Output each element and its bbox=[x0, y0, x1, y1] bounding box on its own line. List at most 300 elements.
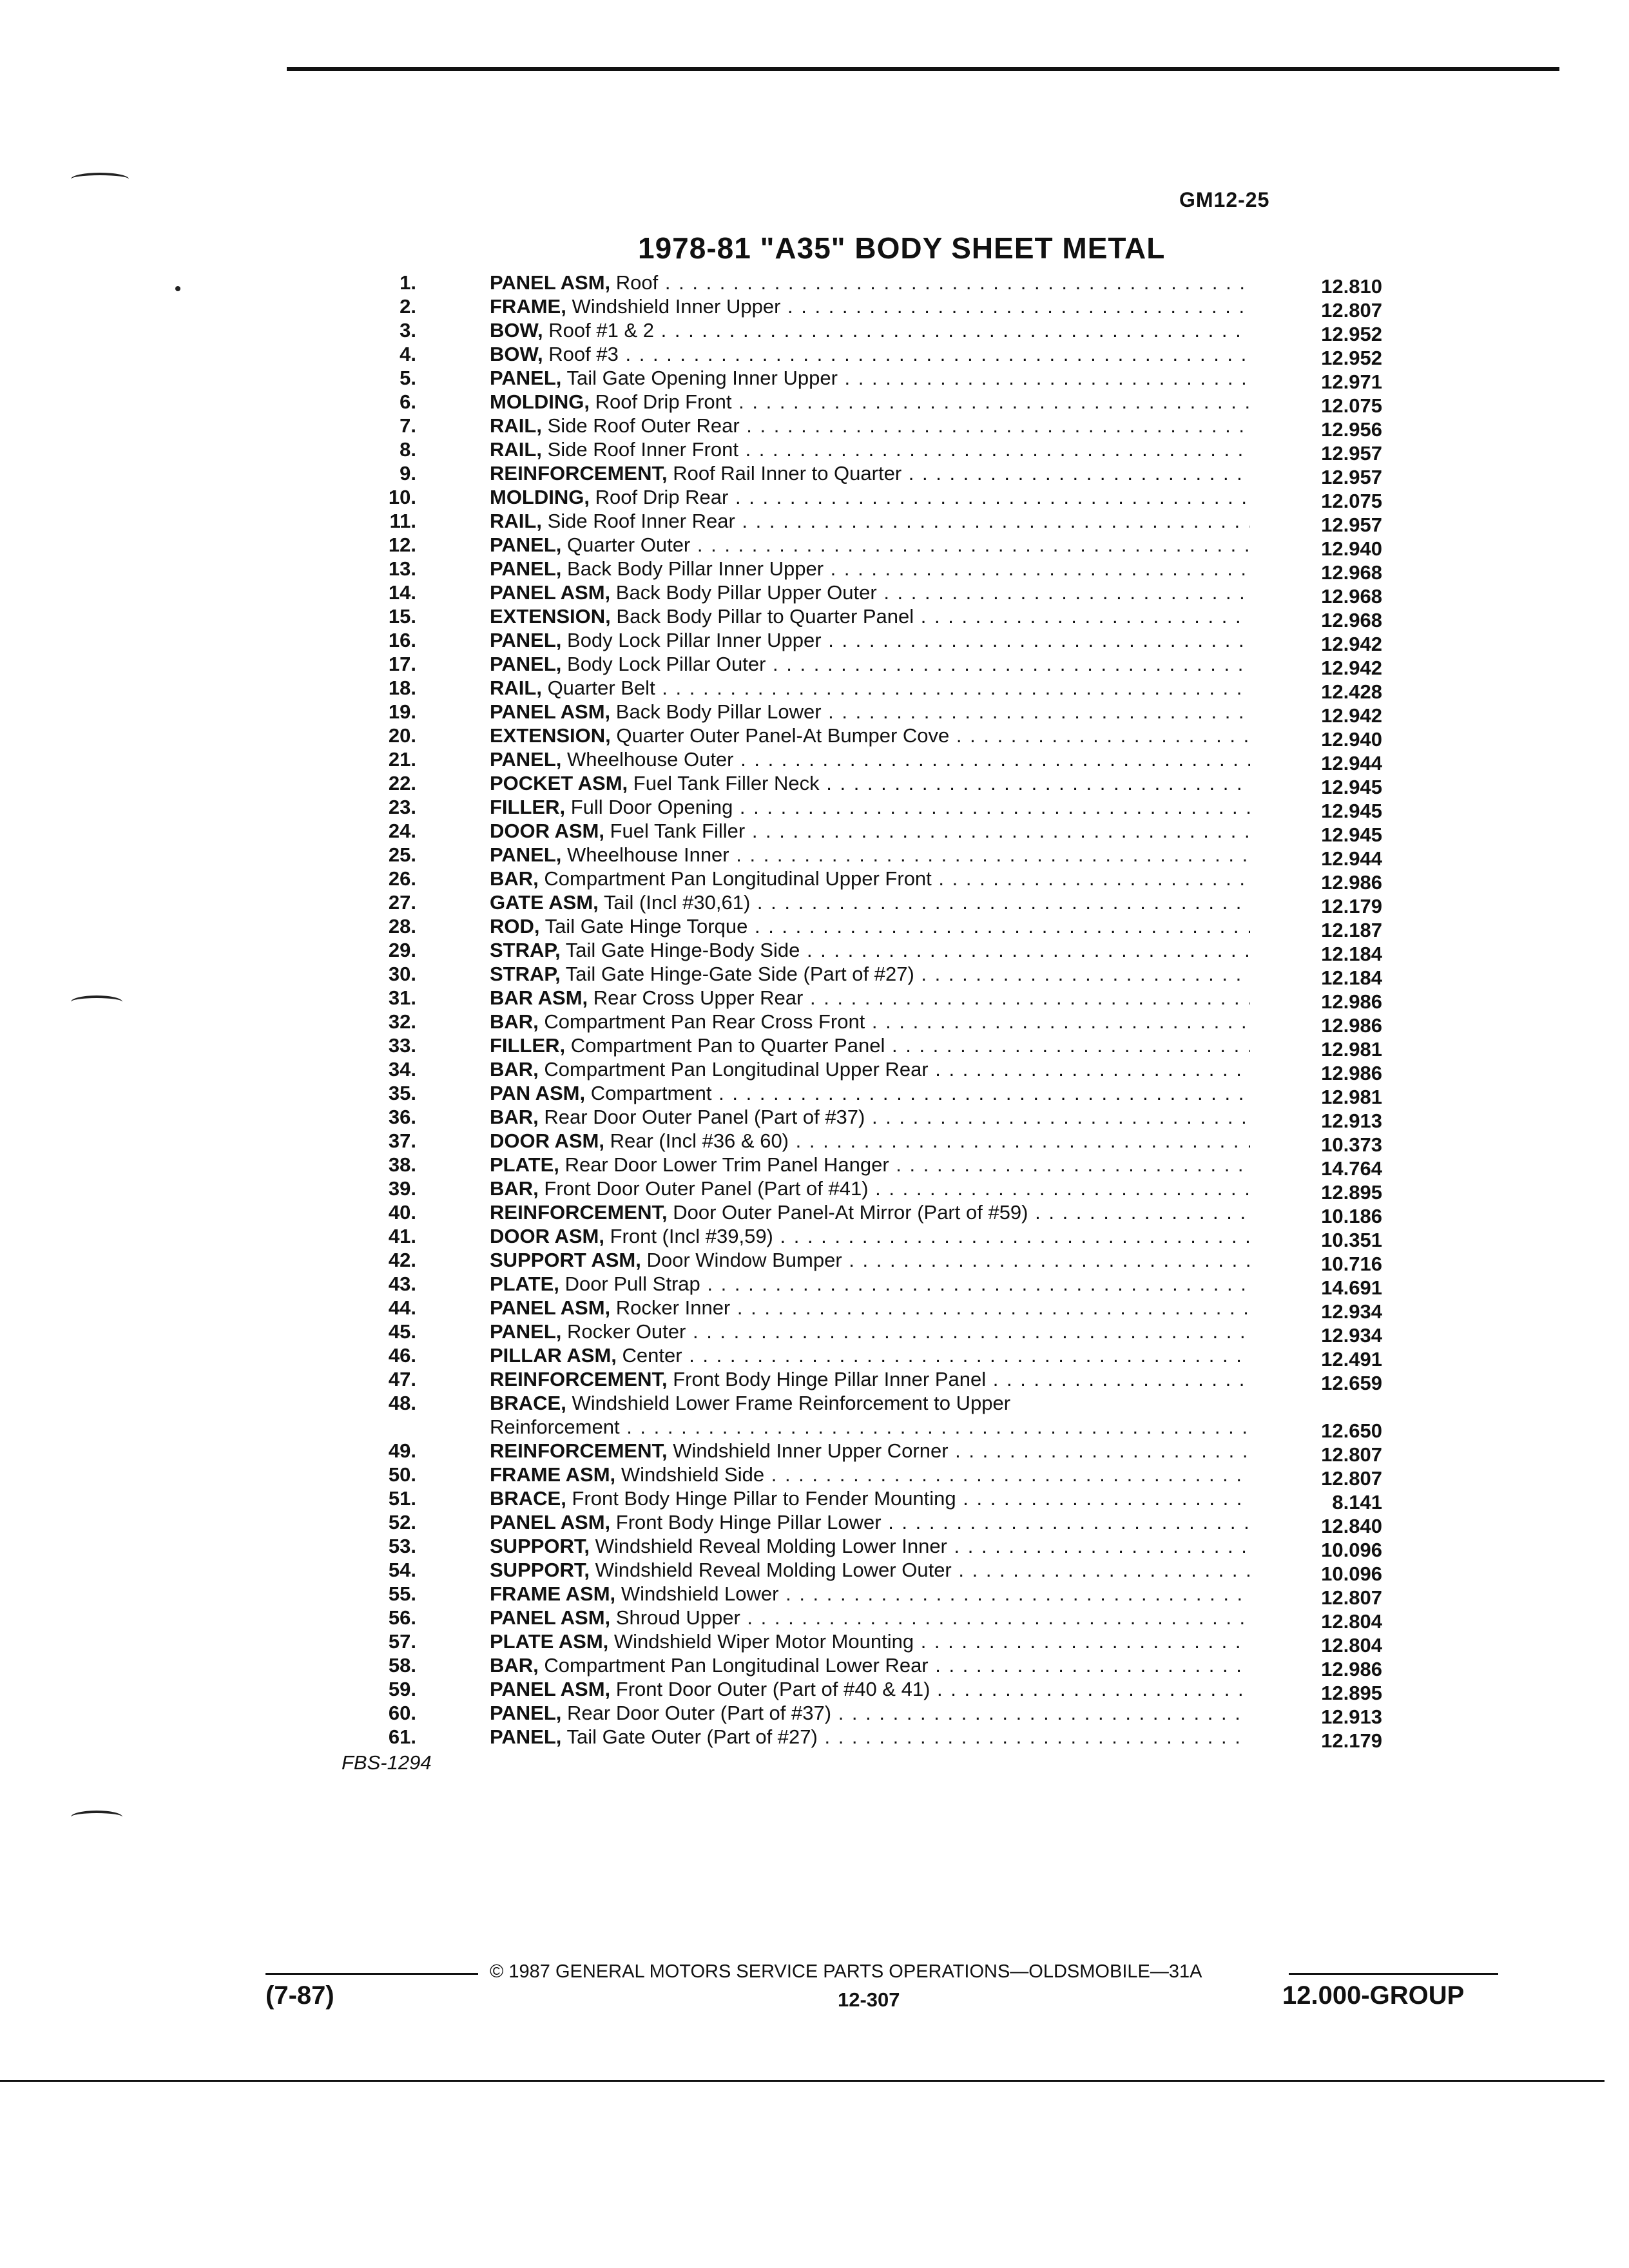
list-item bbox=[0, 342, 1629, 369]
part-number: 12.986 bbox=[1321, 990, 1382, 1013]
item-description bbox=[490, 1582, 1250, 1606]
item-name: ROD, bbox=[490, 915, 540, 937]
item-detail: Body Lock Pillar Inner Upper bbox=[567, 629, 822, 651]
footer-left-rule bbox=[265, 1973, 478, 1975]
list-item bbox=[0, 1629, 1629, 1657]
item-detail: Rocker Inner bbox=[615, 1296, 731, 1319]
part-number: 12.810 bbox=[1321, 275, 1382, 298]
item-detail: Tail Gate Hinge-Body Side bbox=[565, 939, 800, 961]
revision-date: (7-87) bbox=[265, 1981, 334, 2010]
item-number: 8. bbox=[400, 438, 416, 461]
item-number: 31. bbox=[388, 986, 416, 1009]
part-number: 12.807 bbox=[1321, 299, 1382, 322]
item-number: 32. bbox=[388, 1010, 416, 1033]
item-description bbox=[490, 342, 1250, 366]
item-name: RAIL, bbox=[490, 510, 542, 532]
item-number: 21. bbox=[388, 748, 416, 771]
item-detail: Compartment Pan Rear Cross Front bbox=[544, 1010, 865, 1033]
item-number: 59. bbox=[388, 1678, 416, 1700]
item-description bbox=[490, 819, 1250, 843]
item-description bbox=[490, 414, 1250, 437]
item-detail: Quarter Belt bbox=[547, 677, 655, 699]
item-detail: Door Window Bumper bbox=[646, 1249, 842, 1271]
item-number: 17. bbox=[388, 653, 416, 675]
item-detail: Back Body Pillar Upper Outer bbox=[615, 581, 877, 604]
item-description bbox=[490, 1534, 1250, 1558]
item-description bbox=[490, 1272, 1250, 1296]
item-description bbox=[490, 1320, 1250, 1343]
item-number: 35. bbox=[388, 1082, 416, 1104]
group-label: 12.000-GROUP bbox=[1282, 1981, 1465, 2010]
item-number: 7. bbox=[400, 414, 416, 437]
item-name: FILLER, bbox=[490, 1034, 566, 1057]
list-item bbox=[0, 1558, 1629, 1585]
item-detail: Door Pull Strap bbox=[564, 1273, 700, 1295]
item-number: 10. bbox=[388, 486, 416, 508]
list-item bbox=[0, 1296, 1629, 1323]
part-number: 12.942 bbox=[1321, 657, 1382, 679]
item-detail: Tail Gate Outer (Part of #27) bbox=[566, 1725, 818, 1748]
item-detail: Front Body Hinge Pillar Inner Panel bbox=[673, 1368, 987, 1390]
item-detail: Rear Door Outer (Part of #37) bbox=[567, 1702, 832, 1724]
item-description bbox=[490, 1296, 1250, 1320]
item-number: 55. bbox=[388, 1582, 416, 1605]
item-detail: Back Body Pillar to Quarter Panel bbox=[616, 605, 914, 628]
list-item bbox=[0, 461, 1629, 488]
item-name: FRAME ASM, bbox=[490, 1582, 616, 1605]
item-name: PANEL, bbox=[490, 843, 562, 866]
item-detail: Fuel Tank Filler Neck bbox=[633, 772, 820, 794]
item-name: GATE ASM, bbox=[490, 891, 599, 914]
part-number: 12.945 bbox=[1321, 800, 1382, 822]
item-detail: Tail Gate Opening Inner Upper bbox=[566, 367, 838, 389]
item-description bbox=[490, 1486, 1250, 1510]
item-description bbox=[490, 604, 1250, 628]
part-number: 10.716 bbox=[1321, 1253, 1382, 1275]
list-item bbox=[0, 1272, 1629, 1299]
part-number: 12.944 bbox=[1321, 847, 1382, 870]
bottom-rule bbox=[0, 2080, 1605, 2082]
list-item bbox=[0, 890, 1629, 918]
list-item bbox=[0, 318, 1629, 345]
part-number: 12.650 bbox=[1321, 1419, 1382, 1442]
item-name: STRAP, bbox=[490, 963, 561, 985]
item-name: DOOR ASM, bbox=[490, 1225, 604, 1247]
part-number: 12.807 bbox=[1321, 1443, 1382, 1466]
part-number: 12.940 bbox=[1321, 537, 1382, 560]
list-item bbox=[0, 1582, 1629, 1609]
item-number: 43. bbox=[388, 1273, 416, 1295]
item-name: REINFORCEMENT, bbox=[490, 462, 668, 485]
item-name: PANEL ASM, bbox=[490, 271, 611, 294]
item-name: PANEL, bbox=[490, 367, 562, 389]
item-detail: Compartment Pan Longitudinal Lower Rear bbox=[544, 1654, 929, 1677]
list-item bbox=[0, 271, 1629, 298]
item-description bbox=[490, 390, 1250, 414]
list-item bbox=[0, 1081, 1629, 1108]
item-detail: Front Door Outer (Part of #40 & 41) bbox=[615, 1678, 930, 1700]
item-detail: Windshield Lower Frame Reinforcement to Upper bbox=[572, 1392, 1011, 1414]
list-item bbox=[0, 1320, 1629, 1347]
item-number: 40. bbox=[388, 1201, 416, 1224]
item-description bbox=[490, 724, 1250, 747]
item-number: 60. bbox=[388, 1702, 416, 1724]
item-detail: Body Lock Pillar Outer bbox=[567, 653, 766, 675]
item-description bbox=[490, 1105, 1250, 1129]
item-number: 46. bbox=[388, 1344, 416, 1367]
part-number: 12.986 bbox=[1321, 1658, 1382, 1680]
item-detail: Rear Door Outer Panel (Part of #37) bbox=[544, 1106, 865, 1128]
list-item bbox=[0, 676, 1629, 703]
item-detail: Rear (Incl #36 & 60) bbox=[610, 1129, 789, 1152]
item-description bbox=[490, 771, 1250, 795]
part-number: 12.981 bbox=[1321, 1086, 1382, 1108]
item-number: 12. bbox=[388, 533, 416, 556]
list-item bbox=[0, 867, 1629, 894]
part-number: 12.179 bbox=[1321, 1729, 1382, 1752]
part-number: 12.986 bbox=[1321, 1014, 1382, 1037]
part-number: 12.913 bbox=[1321, 1110, 1382, 1132]
part-number: 12.934 bbox=[1321, 1324, 1382, 1347]
item-number: 24. bbox=[388, 820, 416, 842]
top-rule bbox=[287, 67, 1559, 71]
list-item bbox=[0, 1391, 1629, 1442]
item-name: POCKET ASM, bbox=[490, 772, 628, 794]
item-description bbox=[490, 318, 1250, 342]
item-number: 5. bbox=[400, 367, 416, 389]
item-name: SUPPORT, bbox=[490, 1535, 590, 1557]
item-name: RAIL, bbox=[490, 438, 542, 461]
list-item bbox=[0, 1510, 1629, 1537]
item-number: 52. bbox=[388, 1511, 416, 1533]
item-detail: Tail Gate Hinge Torque bbox=[545, 915, 748, 937]
item-description bbox=[490, 962, 1250, 986]
part-number: 12.945 bbox=[1321, 823, 1382, 846]
list-item bbox=[0, 294, 1629, 322]
item-detail: Side Roof Inner Rear bbox=[547, 510, 735, 532]
list-item bbox=[0, 390, 1629, 417]
part-number: 12.075 bbox=[1321, 490, 1382, 512]
item-number: 45. bbox=[388, 1320, 416, 1343]
item-number: 1. bbox=[400, 271, 416, 294]
item-description bbox=[490, 1701, 1250, 1725]
part-number: 12.952 bbox=[1321, 347, 1382, 369]
item-number: 61. bbox=[388, 1725, 416, 1748]
item-name: DOOR ASM, bbox=[490, 820, 604, 842]
item-name: BRACE, bbox=[490, 1392, 566, 1414]
part-number: 12.986 bbox=[1321, 1062, 1382, 1084]
item-description bbox=[490, 294, 1250, 318]
item-name: FRAME ASM, bbox=[490, 1463, 616, 1486]
item-description bbox=[490, 271, 1250, 294]
item-number: 39. bbox=[388, 1177, 416, 1200]
item-name: BAR, bbox=[490, 1177, 539, 1200]
part-number: 12.942 bbox=[1321, 704, 1382, 727]
list-item bbox=[0, 1677, 1629, 1704]
part-number: 12.804 bbox=[1321, 1634, 1382, 1657]
item-detail: Windshield Wiper Motor Mounting bbox=[613, 1630, 914, 1653]
item-detail: Wheelhouse Outer bbox=[567, 748, 734, 771]
part-number: 12.945 bbox=[1321, 776, 1382, 798]
item-name: BRACE, bbox=[490, 1487, 566, 1510]
item-description bbox=[490, 890, 1250, 914]
part-number: 8.141 bbox=[1332, 1491, 1382, 1514]
list-item bbox=[0, 724, 1629, 751]
item-detail: Rear Door Lower Trim Panel Hanger bbox=[564, 1153, 889, 1176]
item-description bbox=[490, 1248, 1250, 1272]
item-number: 50. bbox=[388, 1463, 416, 1486]
item-name: PANEL ASM, bbox=[490, 1678, 611, 1700]
part-number: 12.807 bbox=[1321, 1467, 1382, 1490]
part-number: 12.184 bbox=[1321, 966, 1382, 989]
list-item bbox=[0, 1725, 1629, 1752]
item-name: PANEL ASM, bbox=[490, 1511, 611, 1533]
item-name: RAIL, bbox=[490, 414, 542, 437]
item-detail: Wheelhouse Inner bbox=[567, 843, 729, 866]
item-name: PANEL ASM, bbox=[490, 581, 611, 604]
item-number: 2. bbox=[400, 295, 416, 318]
item-name: BAR, bbox=[490, 867, 539, 890]
item-detail: Compartment Pan Longitudinal Upper Rear bbox=[544, 1058, 929, 1081]
item-description bbox=[490, 1439, 1250, 1463]
item-name: BAR ASM, bbox=[490, 986, 588, 1009]
item-number: 4. bbox=[400, 343, 416, 365]
item-detail: Side Roof Inner Front bbox=[547, 438, 738, 461]
item-number: 36. bbox=[388, 1106, 416, 1128]
part-number: 12.957 bbox=[1321, 466, 1382, 488]
item-detail: Shroud Upper bbox=[615, 1606, 740, 1629]
item-number: 20. bbox=[388, 724, 416, 747]
list-item bbox=[0, 1224, 1629, 1251]
item-name: MOLDING, bbox=[490, 390, 590, 413]
item-detail: Quarter Outer Panel-At Bumper Cove bbox=[616, 724, 950, 747]
list-item bbox=[0, 533, 1629, 560]
item-detail: Roof bbox=[615, 271, 659, 294]
item-name: PANEL, bbox=[490, 629, 562, 651]
item-description bbox=[490, 366, 1250, 390]
item-name: RAIL, bbox=[490, 677, 542, 699]
item-detail: Door Outer Panel-At Mirror (Part of #59) bbox=[673, 1201, 1028, 1224]
item-description bbox=[490, 938, 1250, 962]
item-detail: Back Body Pillar Lower bbox=[615, 700, 822, 723]
item-description bbox=[490, 1367, 1250, 1391]
list-item bbox=[0, 581, 1629, 608]
item-detail: Windshield Inner Upper Corner bbox=[673, 1439, 949, 1462]
item-number: 23. bbox=[388, 796, 416, 818]
item-name: EXTENSION, bbox=[490, 605, 611, 628]
item-name: EXTENSION, bbox=[490, 724, 611, 747]
part-number: 12.957 bbox=[1321, 514, 1382, 536]
list-item bbox=[0, 986, 1629, 1013]
list-item bbox=[0, 1248, 1629, 1275]
item-description bbox=[490, 1200, 1250, 1224]
item-number: 51. bbox=[388, 1487, 416, 1510]
item-detail: Windshield Inner Upper bbox=[572, 295, 781, 318]
part-number: 10.351 bbox=[1321, 1229, 1382, 1251]
item-detail: Side Roof Outer Rear bbox=[547, 414, 740, 437]
part-number: 12.968 bbox=[1321, 585, 1382, 608]
item-number: 16. bbox=[388, 629, 416, 651]
list-item bbox=[0, 1463, 1629, 1490]
item-detail: Rocker Outer bbox=[567, 1320, 686, 1343]
list-item bbox=[0, 1486, 1629, 1514]
list-item bbox=[0, 652, 1629, 679]
item-number: 53. bbox=[388, 1535, 416, 1557]
parts-list bbox=[0, 271, 1629, 1752]
punch-mark-bottom bbox=[71, 1811, 122, 1823]
item-number: 42. bbox=[388, 1249, 416, 1271]
item-description bbox=[490, 1558, 1250, 1582]
part-number: 12.075 bbox=[1321, 394, 1382, 417]
item-detail: Roof Drip Rear bbox=[595, 486, 729, 508]
item-description bbox=[490, 1510, 1250, 1534]
item-name: PANEL, bbox=[490, 1702, 562, 1724]
item-detail: Center bbox=[622, 1344, 682, 1367]
list-item bbox=[0, 914, 1629, 941]
list-item bbox=[0, 1177, 1629, 1204]
item-description bbox=[490, 628, 1250, 652]
item-description bbox=[490, 533, 1250, 557]
item-detail: Roof #3 bbox=[548, 343, 619, 365]
part-number: 12.184 bbox=[1321, 943, 1382, 965]
item-description bbox=[490, 1343, 1250, 1367]
item-description bbox=[490, 1391, 1250, 1439]
part-number: 12.934 bbox=[1321, 1300, 1382, 1323]
item-description bbox=[490, 509, 1250, 533]
item-number: 49. bbox=[388, 1439, 416, 1462]
item-name: PAN ASM, bbox=[490, 1082, 586, 1104]
item-name: SUPPORT ASM, bbox=[490, 1249, 641, 1271]
item-detail: Full Door Opening bbox=[570, 796, 733, 818]
item-detail: Rear Cross Upper Rear bbox=[593, 986, 804, 1009]
item-number: 56. bbox=[388, 1606, 416, 1629]
item-name: PILLAR ASM, bbox=[490, 1344, 617, 1367]
item-number: 34. bbox=[388, 1058, 416, 1081]
part-number: 12.187 bbox=[1321, 919, 1382, 941]
list-item bbox=[0, 1129, 1629, 1156]
item-description bbox=[490, 1463, 1250, 1486]
item-name: REINFORCEMENT, bbox=[490, 1201, 668, 1224]
list-item bbox=[0, 485, 1629, 512]
item-name: FRAME, bbox=[490, 295, 566, 318]
item-name: STRAP, bbox=[490, 939, 561, 961]
list-item bbox=[0, 1653, 1629, 1680]
item-number: 26. bbox=[388, 867, 416, 890]
list-item bbox=[0, 1534, 1629, 1561]
footer-right-rule bbox=[1289, 1973, 1498, 1975]
item-number: 9. bbox=[400, 462, 416, 485]
item-description bbox=[490, 1629, 1250, 1653]
item-detail: Quarter Outer bbox=[567, 533, 691, 556]
item-description bbox=[490, 652, 1250, 676]
part-number: 14.691 bbox=[1321, 1276, 1382, 1299]
part-number: 12.968 bbox=[1321, 609, 1382, 631]
list-item bbox=[0, 819, 1629, 846]
item-number: 6. bbox=[400, 390, 416, 413]
item-number: 48. bbox=[388, 1392, 416, 1414]
item-number: 37. bbox=[388, 1129, 416, 1152]
item-description bbox=[490, 700, 1250, 724]
list-item bbox=[0, 962, 1629, 989]
item-detail: Fuel Tank Filler bbox=[610, 820, 746, 842]
item-description bbox=[490, 1725, 1250, 1749]
list-item bbox=[0, 700, 1629, 727]
item-number: 11. bbox=[389, 510, 416, 532]
page-number: 12-307 bbox=[838, 1988, 900, 2011]
item-name: MOLDING, bbox=[490, 486, 590, 508]
item-name: BOW, bbox=[490, 343, 543, 365]
part-number: 10.096 bbox=[1321, 1562, 1382, 1585]
item-description bbox=[490, 986, 1250, 1010]
list-item bbox=[0, 604, 1629, 631]
item-name: PLATE, bbox=[490, 1273, 559, 1295]
list-item bbox=[0, 628, 1629, 655]
item-name: PANEL, bbox=[490, 748, 562, 771]
list-item bbox=[0, 1200, 1629, 1227]
list-item bbox=[0, 509, 1629, 536]
item-detail: Front (Incl #39,59) bbox=[610, 1225, 773, 1247]
item-description bbox=[490, 1129, 1250, 1153]
item-number: 14. bbox=[388, 581, 416, 604]
item-description bbox=[490, 1653, 1250, 1677]
item-detail: Front Body Hinge Pillar Lower bbox=[615, 1511, 882, 1533]
list-item bbox=[0, 414, 1629, 441]
part-number: 12.179 bbox=[1321, 895, 1382, 918]
item-description bbox=[490, 795, 1250, 819]
item-name: PANEL ASM, bbox=[490, 1296, 611, 1319]
item-name: FILLER, bbox=[490, 796, 566, 818]
item-name: PANEL, bbox=[490, 557, 562, 580]
item-description bbox=[490, 461, 1250, 485]
item-number: 54. bbox=[388, 1559, 416, 1581]
item-name: BAR, bbox=[490, 1010, 539, 1033]
part-number: 12.942 bbox=[1321, 633, 1382, 655]
part-number: 12.971 bbox=[1321, 370, 1382, 393]
list-item bbox=[0, 1057, 1629, 1084]
item-detail: Compartment Pan Longitudinal Upper Front bbox=[544, 867, 932, 890]
item-name: BAR, bbox=[490, 1058, 539, 1081]
item-number: 28. bbox=[388, 915, 416, 937]
item-detail: Back Body Pillar Inner Upper bbox=[567, 557, 824, 580]
item-detail-continued: Reinforcement bbox=[490, 1416, 620, 1438]
item-name: PLATE, bbox=[490, 1153, 559, 1176]
figure-reference: FBS-1294 bbox=[342, 1751, 432, 1774]
item-name: PANEL, bbox=[490, 1725, 562, 1748]
list-item bbox=[0, 938, 1629, 965]
part-number: 12.968 bbox=[1321, 561, 1382, 584]
part-number: 12.957 bbox=[1321, 442, 1382, 465]
item-description bbox=[490, 1081, 1250, 1105]
item-detail: Windshield Lower bbox=[621, 1582, 779, 1605]
item-description bbox=[490, 1606, 1250, 1629]
part-number: 12.895 bbox=[1321, 1682, 1382, 1704]
part-number: 12.956 bbox=[1321, 418, 1382, 441]
item-description bbox=[490, 1677, 1250, 1701]
part-number: 12.913 bbox=[1321, 1706, 1382, 1728]
item-detail: Front Door Outer Panel (Part of #41) bbox=[544, 1177, 869, 1200]
item-number: 15. bbox=[388, 605, 416, 628]
item-description bbox=[490, 914, 1250, 938]
list-item bbox=[0, 1010, 1629, 1037]
punch-mark-top bbox=[71, 173, 129, 186]
list-item bbox=[0, 1701, 1629, 1728]
item-description bbox=[490, 557, 1250, 581]
item-name: PANEL, bbox=[490, 533, 562, 556]
part-number: 12.981 bbox=[1321, 1038, 1382, 1061]
item-name: BAR, bbox=[490, 1106, 539, 1128]
item-number: 58. bbox=[388, 1654, 416, 1677]
item-description bbox=[490, 1010, 1250, 1033]
